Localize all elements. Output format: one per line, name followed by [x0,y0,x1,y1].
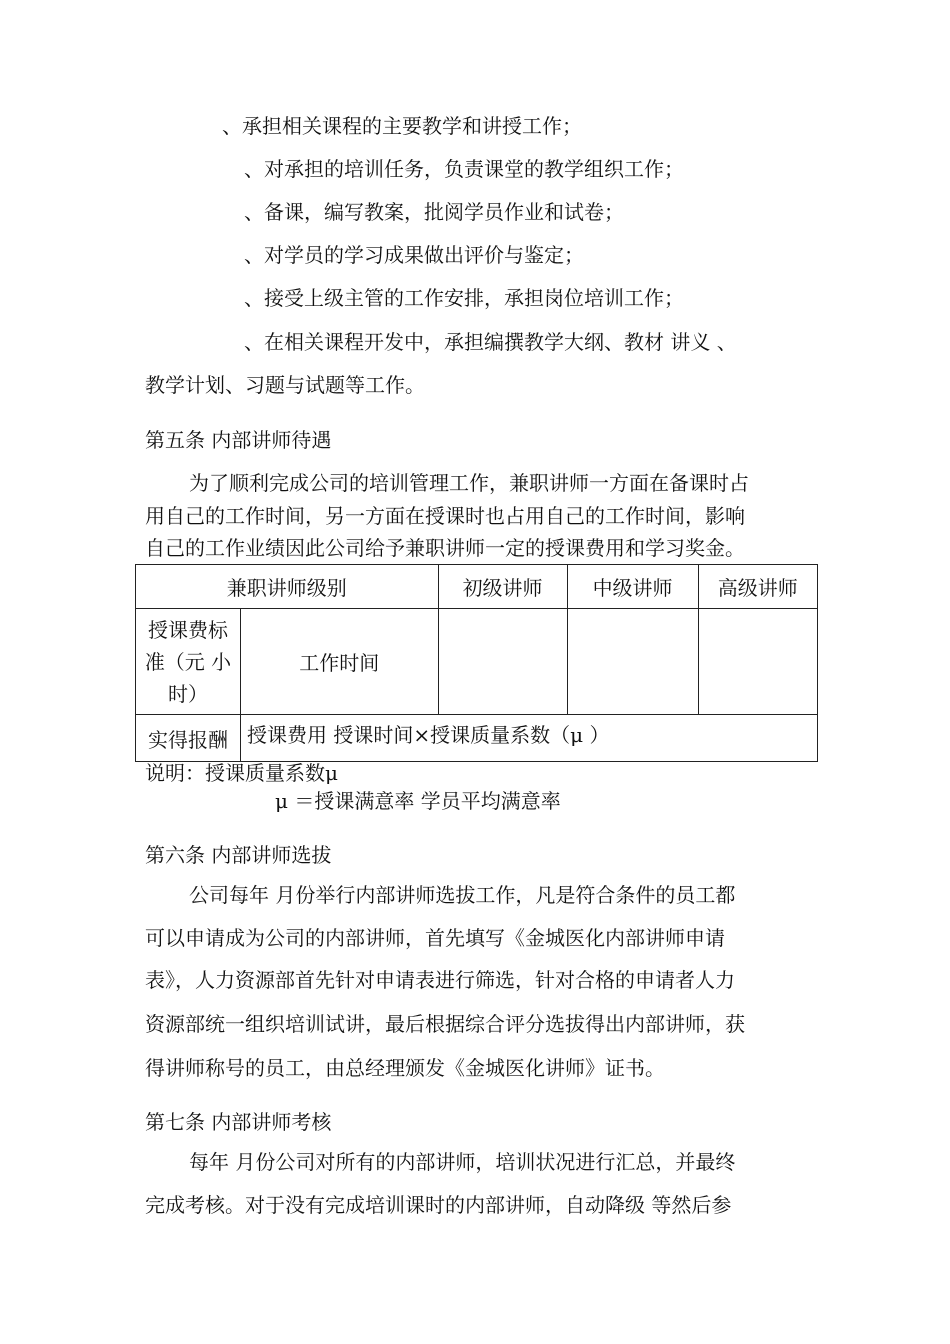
duty-item-4: 、对学员的学习成果做出评价与鉴定； [244,243,584,267]
table-row [136,609,818,715]
fee-standard-label [136,609,241,715]
header-senior: 高级讲师 [698,565,817,609]
duty-item-1: 、承担相关课程的主要教学和讲授工作； [222,114,582,138]
article5-para-line-1: 为了顺利完成公司的培训管理工作，兼职讲师一方面在备课时占 [189,471,749,495]
article6-para-line-5: 得讲师称号的员工，由总经理颁发《金城医化讲师》证书。 [145,1056,665,1080]
article6-para-line-2: 可以申请成为公司的内部讲师，首先填写《金城医化内部讲师申请 [145,926,725,950]
header-level: 兼职讲师级别 [136,565,439,609]
article7-para-line-1: 每年 月份公司对所有的内部讲师，培训状况进行汇总，并最终 [189,1150,736,1174]
article5-para-line-2: 用自己的工作时间，另一方面在授课时也占用自己的工作时间，影响 [145,504,745,528]
article6-heading: 第六条 内部讲师选拔 [145,843,332,867]
fee-standard-label-line-2: 准（元 小 [144,649,232,674]
article7-heading: 第七条 内部讲师考核 [145,1110,332,1134]
duty-item-5: 、接受上级主管的工作安排，承担岗位培训工作； [244,286,684,310]
table-row [136,565,818,609]
header-junior: 初级讲师 [438,565,567,609]
lecturer-fee-table [135,564,818,762]
note-line-2: μ ＝授课满意率 学员平均满意率 [275,789,561,813]
junior-fee-cell [438,609,567,715]
article7-para-line-2: 完成考核。对于没有完成培训课时的内部讲师，自动降级 等然后参 [145,1193,732,1217]
article6-para-line-4: 资源部统一组织培训试讲，最后根据综合评分选拔得出内部讲师，获 [145,1012,745,1036]
work-time-cell: 工作时间 [241,609,439,715]
article6-para-line-3: 表》，人力资源部首先针对申请表进行筛选，针对合格的申请者人力 [145,968,735,992]
duty-item-6-cont: 教学计划、习题与试题等工作。 [145,373,425,397]
fee-standard-label-line-3: 时） [168,681,208,706]
fee-standard-label-line-1: 授课费标 [148,617,228,642]
senior-fee-cell [698,609,817,715]
article5-para-line-3: 自己的工作业绩因此公司给予兼职讲师一定的授课费用和学习奖金。 [145,536,745,560]
duty-item-2: 、对承担的培训任务，负责课堂的教学组织工作； [244,157,684,181]
actual-pay-formula: 授课费用 授课时间×授课质量系数（μ ） [241,715,818,762]
note-line-1: 说明：授课质量系数μ [145,761,338,785]
duty-item-3: 、备课，编写教案，批阅学员作业和试卷； [244,200,624,224]
article5-heading: 第五条 内部讲师待遇 [145,428,332,452]
actual-pay-label: 实得报酬 [136,715,241,762]
duty-item-6: 、在相关课程开发中，承担编撰教学大纲、教材 讲义 、 [244,330,737,354]
middle-fee-cell [567,609,698,715]
table-row [136,715,818,762]
article6-para-line-1: 公司每年 月份举行内部讲师选拔工作，凡是符合条件的员工都 [189,883,736,907]
header-middle: 中级讲师 [567,565,698,609]
